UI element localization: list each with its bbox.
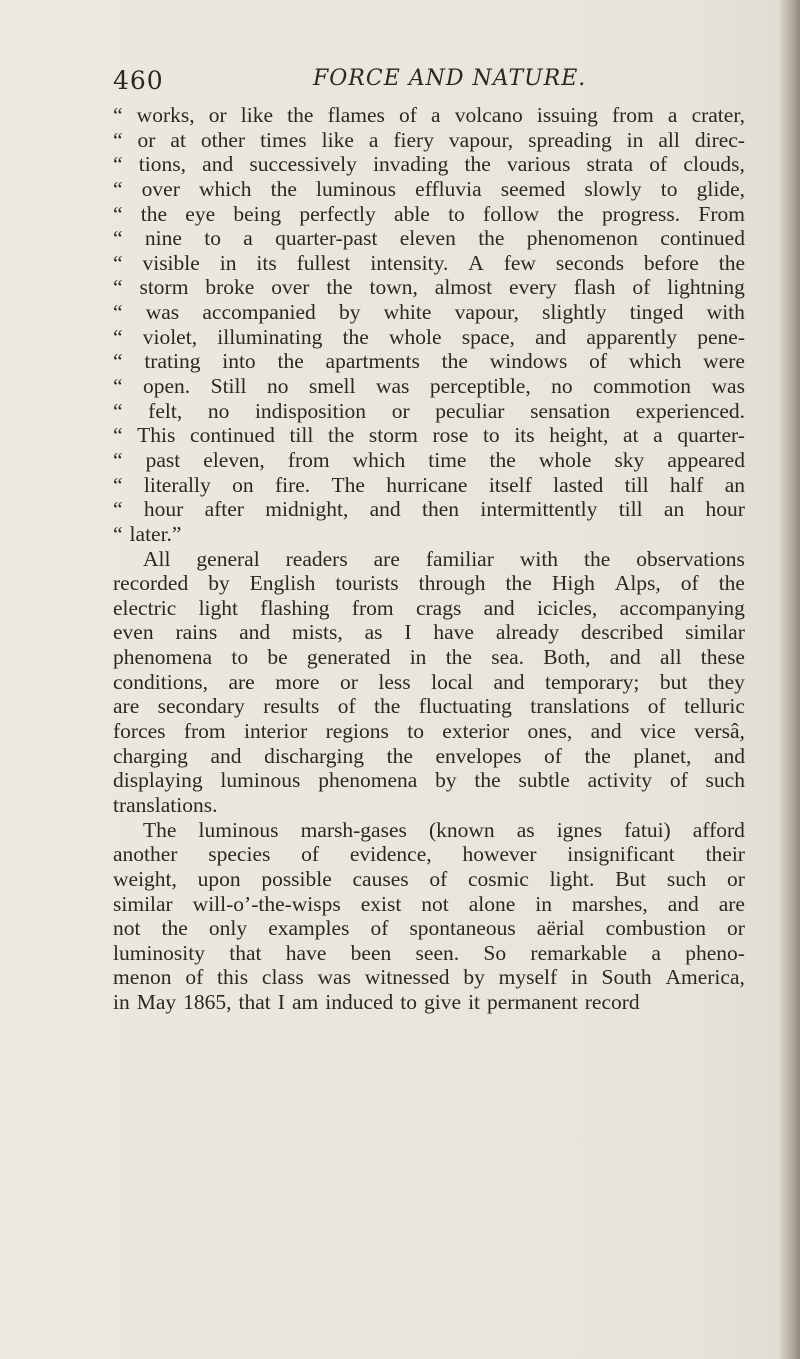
page-header: [113, 66, 743, 106]
text-line: translations.: [113, 792, 218, 817]
text-line: another species of evidence, however insignificant their: [113, 842, 745, 867]
text-line: not the only examples of spontaneous aërial combustion or: [113, 916, 745, 941]
text-line: are secondary results of the fluctuating translations of telluric: [113, 694, 745, 719]
text-line: “ nine to a quarter-past eleven the phenomenon continued: [113, 226, 745, 251]
text-line: recorded by English tourists through the High Alps, of the: [113, 571, 745, 596]
text-line: “ later.”: [113, 521, 182, 546]
text-line: “ literally on fire. The hurricane itself lasted till half an: [113, 472, 745, 497]
running-title: FORCE AND NATURE.: [313, 66, 587, 91]
text-line: electric light flashing from crags and icicles, accompanying: [113, 595, 745, 620]
text-line: charging and discharging the envelopes of the planet, and: [113, 743, 745, 768]
text-line: menon of this class was witnessed by myself in South America,: [113, 965, 745, 990]
text-line: “ open. Still no smell was perceptible, no commotion was: [113, 374, 745, 399]
text-line: in May 1865, that I am induced to give it permanent record: [113, 990, 640, 1015]
body-text: [113, 103, 745, 1015]
text-line: “ the eye being perfectly able to follow the progress. From: [113, 201, 745, 226]
text-line: “ hour after midnight, and then intermittently till an hour: [113, 497, 745, 522]
text-line: All general readers are familiar with the observations: [143, 546, 745, 571]
text-line: The luminous marsh-gases (known as ignes fatui) afford: [143, 817, 745, 842]
text-line: “ over which the luminous effluvia seemed slowly to glide,: [113, 176, 745, 201]
text-line: even rains and mists, as I have already described similar: [113, 620, 745, 645]
page-number: 460: [113, 66, 164, 95]
text-line: “ was accompanied by white vapour, slightly tinged with: [113, 300, 745, 325]
text-line: “ storm broke over the town, almost every flash of lightning: [113, 275, 745, 300]
text-line: phenomena to be generated in the sea. Both, and all these: [113, 645, 745, 670]
page-edge-shadow: [780, 0, 800, 1359]
text-line: similar will-o’-the-wisps exist not alone in marshes, and are: [113, 891, 745, 916]
text-line: forces from interior regions to exterior ones, and vice versâ,: [113, 719, 745, 744]
text-line: “ past eleven, from which time the whole sky appeared: [113, 447, 745, 472]
text-line: “ tions, and successively invading the various strata of clouds,: [113, 152, 745, 177]
text-line: weight, upon possible causes of cosmic light. But such or: [113, 866, 745, 891]
text-line: luminosity that have been seen. So remarkable a pheno-: [113, 940, 745, 965]
text-line: conditions, are more or less local and temporary; but they: [113, 669, 745, 694]
text-line: displaying luminous phenomena by the subtle activity of such: [113, 768, 745, 793]
text-line: “ violet, illuminating the whole space, and apparently pene-: [113, 324, 745, 349]
text-line: “ visible in its fullest intensity. A few seconds before the: [113, 250, 745, 275]
text-line: “ This continued till the storm rose to its height, at a quarter-: [113, 423, 745, 448]
text-line: “ felt, no indisposition or peculiar sensation experienced.: [113, 398, 745, 423]
text-line: “ trating into the apartments the windows of which were: [113, 349, 745, 374]
text-line: “ works, or like the flames of a volcano issuing from a crater,: [113, 103, 745, 127]
text-line: “ or at other times like a fiery vapour, spreading in all direc-: [113, 127, 745, 152]
